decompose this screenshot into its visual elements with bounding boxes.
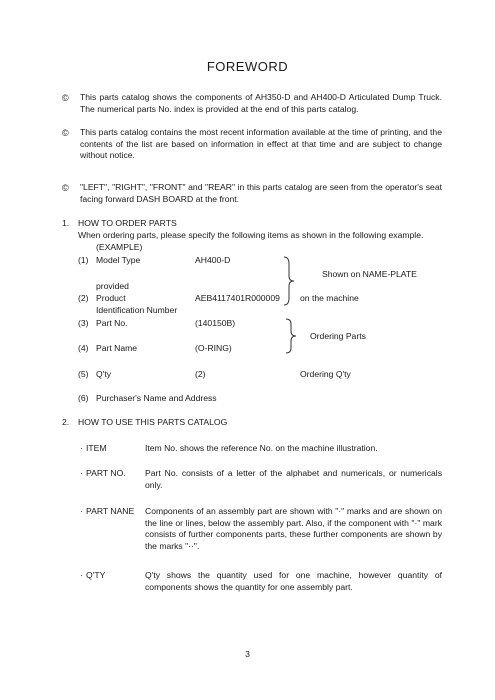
row-number: (2) (78, 293, 89, 303)
row-value: (140150B) (195, 318, 236, 328)
usage-description: Q'ty shows the quantity used for one machine, however quantity of components shows the quantity for one assembly part. (145, 570, 442, 592)
usage-description: Item No. shows the reference No. on the machine illustration. (145, 443, 378, 453)
foreword-paragraph-3: "LEFT", "RIGHT", "FRONT" and "REAR" in this parts catalog are seen from the operator's seat facing forward DASH BOARD at the front. (80, 182, 442, 204)
row-label: Part Name (96, 343, 138, 353)
bullet-dot: · (80, 570, 83, 580)
usage-label: ITEM (86, 443, 107, 453)
row-number: (3) (78, 318, 89, 328)
provided-text: provided (96, 281, 129, 291)
usage-label: Q'TY (86, 570, 106, 580)
page-number: 3 (245, 649, 250, 659)
copyright-icon: © (62, 93, 69, 103)
bullet-dot: · (80, 443, 83, 453)
row-label: Model Type (96, 255, 141, 265)
row-number: (4) (78, 343, 89, 353)
row-value: AEB4117401R000009 (195, 293, 280, 303)
section-2-heading: HOW TO USE THIS PARTS CATALOG (78, 417, 228, 427)
page-title: FOREWORD (206, 59, 289, 74)
row-value: AH400-D (195, 255, 231, 265)
foreword-paragraph-1: This parts catalog shows the components of AH350-D and AH400-D Articulated Dump Truck. The numerical parts No. index is provided at the end of this parts catalog. (80, 92, 442, 114)
row-number: (1) (78, 255, 89, 265)
row-value: (2) (195, 369, 206, 379)
on-the-machine: on the machine (300, 293, 359, 303)
section-2-number: 2. (62, 417, 70, 427)
bullet-dot: · (80, 468, 83, 478)
section-1-number: 1. (62, 218, 70, 228)
brace-icon (284, 318, 298, 354)
foreword-paragraph-2: This parts catalog contains the most recent information available at the time of printing, and the contents of the list are based on information in effect at that time and are subject to change without notice. (80, 127, 442, 161)
row-label: Product (96, 293, 126, 303)
shown-on-nameplate: Shown on NAME-PLATE (322, 269, 417, 279)
row-number: (5) (78, 369, 89, 379)
ordering-parts: Ordering Parts (310, 331, 366, 341)
row-label: Part No. (96, 318, 128, 328)
usage-description: Part No. consists of a letter of the alphabet and numericals, or numericals only. (145, 468, 442, 490)
row-value: (O-RING) (195, 343, 232, 353)
brace-icon (282, 256, 296, 306)
section-1-intro: When ordering parts, please specify the following items as shown in the following example. (78, 230, 424, 240)
usage-label: PART NANE (86, 506, 135, 516)
row-label: Purchaser's Name and Address (96, 393, 217, 403)
ordering-qty: Ordering Q'ty (300, 369, 351, 379)
row-label: Q'ty (96, 369, 112, 379)
row-number: (6) (78, 393, 89, 403)
example-label: (EXAMPLE) (96, 242, 143, 252)
usage-description: Components of an assembly part are shown with "·" marks and are shown on the line or lines, below the assembly part. Also, if the component with "·" mark consists of further components parts, these further components are shown by the marks "··". (145, 506, 442, 551)
section-1-heading: HOW TO ORDER PARTS (78, 218, 177, 228)
copyright-icon: © (62, 183, 69, 193)
copyright-icon: © (62, 128, 69, 138)
bullet-dot: · (80, 506, 83, 516)
usage-label: PART NO. (86, 468, 126, 478)
identification-text: Identification Number (96, 305, 178, 315)
